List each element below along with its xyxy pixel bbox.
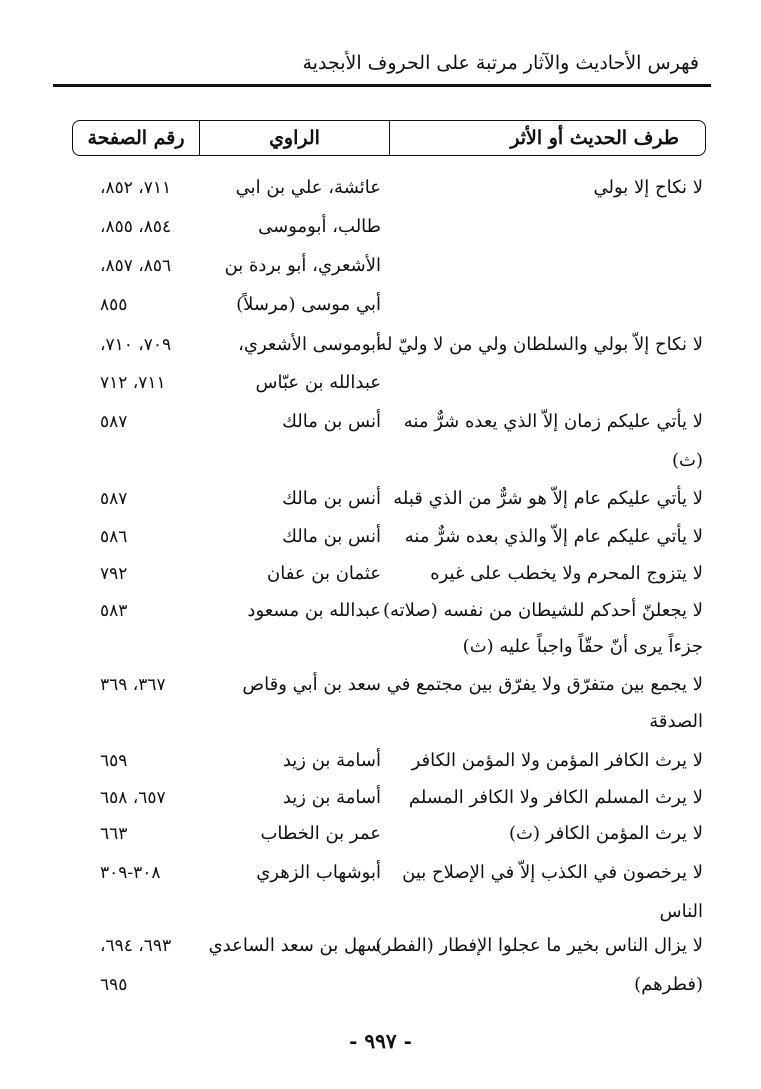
narrator-cell: أنس بن مالك [282,411,381,432]
narrator-cell: عبدالله بن عبّاس [255,372,381,393]
narrator-cell: أبوموسى الأشعري، [238,334,381,355]
narrator-cell: أنس بن مالك [282,526,381,547]
narrator-cell: أنس بن مالك [282,488,381,509]
narrator-cell: طالب، أبوموسى [258,216,381,237]
narrator-cell: عمر بن الخطاب [260,823,381,844]
table-row [0,482,761,516]
page-cell: ٦٥٧، ٦٥٨ [100,788,166,808]
table-row [0,210,761,244]
table-row [0,594,761,628]
hadith-cell: جزءاً يرى أنّ حقّاً واجباً عليه (ث) [462,636,703,657]
page-cell: ٦٦٣ [100,824,128,844]
hadith-cell: (فطرهم) [634,974,703,995]
table-row [0,366,761,400]
table-row [0,557,761,591]
hadith-cell: لا يجعلنّ أحدكم للشيطان من نفسه (صلاته) [383,600,703,621]
table-row [0,668,761,702]
page-cell: ٨٥٤، ٨٥٥، [100,217,172,237]
hadith-cell: لا يرخصون في الكذب إلاّ في الإصلاح بين [402,862,703,883]
table-row [0,328,761,362]
hadith-cell: لا يرث المسلم الكافر ولا الكافر المسلم [408,787,703,808]
narrator-cell: عائشة، علي بن ابي [235,177,381,198]
narrator-cell: أسامة بن زيد [282,750,381,771]
table-row [0,444,761,478]
table-row [0,968,761,1002]
narrator-cell: أسامة بن زيد [282,787,381,808]
table-row [0,895,761,929]
narrator-cell: أبي موسى (مرسلاً) [236,294,381,315]
table-row [0,856,761,890]
page-cell: ٣٦٧، ٣٦٩ [100,675,166,695]
hadith-cell: لا يجمع بين متفرّق ولا يفرّق بين مجتمع في [386,674,703,695]
narrator-cell: سعد بن أبي وقاص [242,674,381,695]
table-row [0,171,761,205]
table-row [0,817,761,851]
hadith-cell: لا نكاح إلا بولي [593,177,703,198]
hadith-cell: الناس [659,901,703,922]
table-row [0,288,761,322]
table-row [0,744,761,778]
hadith-cell: لا يزال الناس بخير ما عجلوا الإفطار (الفطر) [375,935,703,956]
page-cell: ٦٩٣، ٦٩٤، [100,936,172,956]
hadith-cell: لا يرث المؤمن الكافر (ث) [508,823,703,844]
table-row [0,520,761,554]
hadith-cell: لا يأتي عليكم عام إلاّ هو شرٌّ من الذي قبله [393,488,703,509]
narrator-cell: عثمان بن عفان [267,563,381,584]
page-cell: ٥٨٧ [100,489,128,509]
page-cell: ٨٥٥ [100,295,128,315]
page-number: - ٩٩٧ - [349,1029,412,1053]
page-cell: ٧١١، ٧١٢ [100,373,166,393]
table-row [0,929,761,963]
hadith-cell: الصدقة [649,711,703,732]
page-cell: ٥٨٧ [100,412,128,432]
page-cell: ٦٩٥ [100,975,128,995]
page-cell: ٥٨٣ [100,601,128,621]
table-row [0,630,761,664]
hadith-cell: (ث) [672,450,703,471]
page-cell: ٧١١، ٨٥٢، [100,178,172,198]
page-cell: ٣٠٨-٣٠٩ [100,863,161,883]
table-row [0,249,761,283]
hadith-cell: لا يأتي عليكم عام إلاّ والذي بعده شرٌّ منه [404,526,703,547]
page-cell: ٧٠٩، ٧١٠، [100,335,172,355]
page-cell: ٨٥٦، ٨٥٧، [100,256,172,276]
narrator-cell: عبدالله بن مسعود [247,600,381,621]
narrator-cell: أبوشهاب الزهري [256,862,381,883]
hadith-cell: لا يرث الكافر المؤمن ولا المؤمن الكافر [411,750,703,771]
column-header-hadith: طرف الحديث أو الأثر [389,121,705,155]
hadith-cell: لا يأتي عليكم زمان إلاّ الذي يعده شرٌّ منه [403,411,703,432]
column-header-page: رقم الصفحة [87,127,185,149]
hadith-cell: لا نكاح إلاّ بولي والسلطان ولي من لا وليّ له [377,334,703,355]
page-cell: ٦٥٩ [100,751,128,771]
table-row [0,781,761,815]
narrator-cell: سهل بن سعد الساعدي [208,935,381,956]
page-cell: ٥٨٦ [100,527,128,547]
narrator-cell: الأشعري، أبو بردة بن [224,255,381,276]
column-header-narrator: الراوي [199,121,389,155]
table-row [0,705,761,739]
running-head: فهرس الأحاديث والآثار مرتبة على الحروف الأبجدية [302,52,699,74]
hadith-cell: لا يتزوج المحرم ولا يخطب على غيره [430,563,703,584]
table-row [0,405,761,439]
page-cell: ٧٩٢ [100,564,128,584]
